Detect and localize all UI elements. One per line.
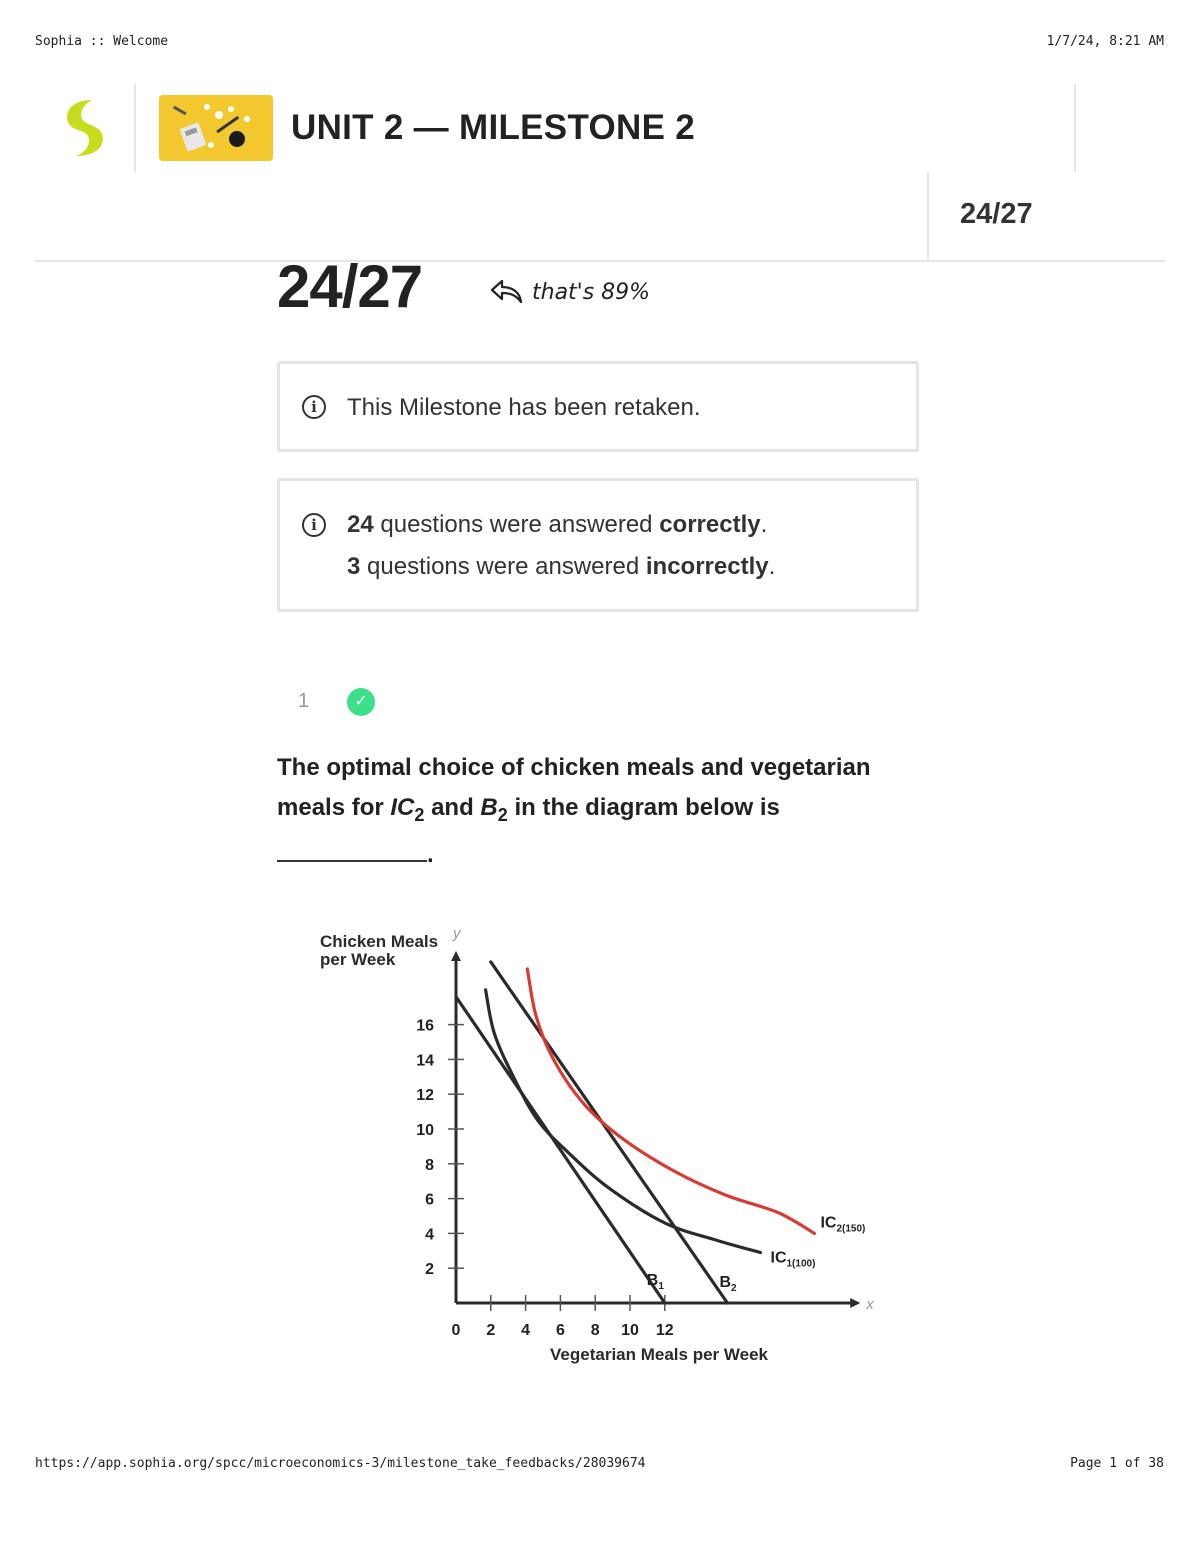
incorrect-count: 3 [347,553,361,580]
series-ic1100 [486,990,761,1253]
question-text [277,748,917,875]
score-percent-note: that's 89% [532,280,651,305]
question-number: 1 [298,690,310,712]
score-value: 24/27 [277,253,423,320]
series-label-sub: 1(100) [786,1258,816,1270]
series-ic2150 [527,969,814,1233]
question-part1: The optimal choice of chicken meals and vegetarian meals for [277,754,871,821]
series-label-sub: 2 [731,1283,737,1294]
unit-title: UNIT 2 — MILESTONE 2 [291,108,696,147]
header-right-divider [1074,84,1076,172]
series-label-b1: $B_1$ [646,1272,664,1292]
ic-symbol: IC [390,794,415,821]
series-label-sub: 2(150) [836,1223,866,1235]
curved-arrow-icon [490,278,524,306]
incorrect-line [347,553,775,581]
answer-blank [277,836,427,862]
series-label-sub: 1 [658,1281,664,1292]
series-label-b2: $B_2$ [719,1274,737,1294]
info-icon: i [302,513,326,537]
b-symbol: B [480,794,498,821]
x-tick-label: 0 [451,1322,461,1339]
y-axis-letter: y [453,925,461,942]
x-tick-label: 10 [621,1322,639,1339]
series-label-ic1100: $IC_{1(100)}$ [770,1249,816,1270]
period: . [768,553,776,580]
score-panel-divider [927,172,929,260]
correct-mid: questions were answered [373,511,660,538]
print-datetime: 1/7/24, 8:21 AM [1046,34,1164,49]
header-divider [134,84,136,172]
x-axis-label: Vegetarian Meals per Week [550,1345,768,1364]
x-tick-label: 6 [555,1322,565,1339]
y-axis-label-2: per Week [320,950,396,969]
y-axis-label: Chicken Meals [320,932,439,951]
print-title: Sophia :: Welcome [35,34,169,49]
y-tick-label: 12 [416,1087,434,1105]
sophia-logo-icon[interactable] [62,96,108,160]
correct-word: correctly [659,511,761,538]
y-tick-label: 8 [425,1156,434,1174]
correct-line [347,511,767,539]
series-b2 [491,962,728,1303]
footer-page: Page 1 of 38 [1070,1456,1164,1471]
indifference-curve-chart [300,915,900,1375]
incorrect-word: incorrectly [645,553,769,580]
results-notice [277,478,919,612]
period: . [760,511,768,538]
y-tick-label: 2 [425,1261,434,1279]
correct-count: 24 [347,511,374,538]
y-tick-label: 14 [416,1052,434,1070]
series-b1 [456,997,665,1303]
header-bottom-rule [35,260,1165,262]
retaken-notice [277,361,919,452]
series-label-ic2150: $IC_{2(150)}$ [820,1214,866,1235]
y-tick-label: 16 [416,1017,434,1035]
and-word: and [424,794,481,821]
y-tick-label: 4 [425,1226,434,1244]
blank-end: . [427,840,434,868]
footer-url[interactable]: https://app.sophia.org/spcc/microeconomics-3/milestone_take_feedbacks/28039674 [35,1456,646,1471]
header-score: 24/27 [960,198,1033,230]
retaken-text: This Milestone has been retaken. [347,394,701,421]
y-tick-label: 10 [416,1122,434,1139]
incorrect-mid: questions were answered [360,553,646,580]
b-sub: 2 [497,804,508,825]
check-icon: ✓ [347,688,375,716]
x-tick-label: 8 [590,1322,600,1339]
desk-supplies-image [159,95,273,161]
x-axis-letter: x [866,1296,874,1313]
y-tick-label: 6 [425,1191,434,1209]
x-tick-label: 4 [521,1322,531,1339]
x-tick-label: 12 [655,1322,674,1339]
x-tick-label: 2 [486,1322,496,1339]
info-icon: i [302,395,326,419]
question-part2: in the diagram below is [507,794,780,821]
ic-sub: 2 [414,804,425,825]
